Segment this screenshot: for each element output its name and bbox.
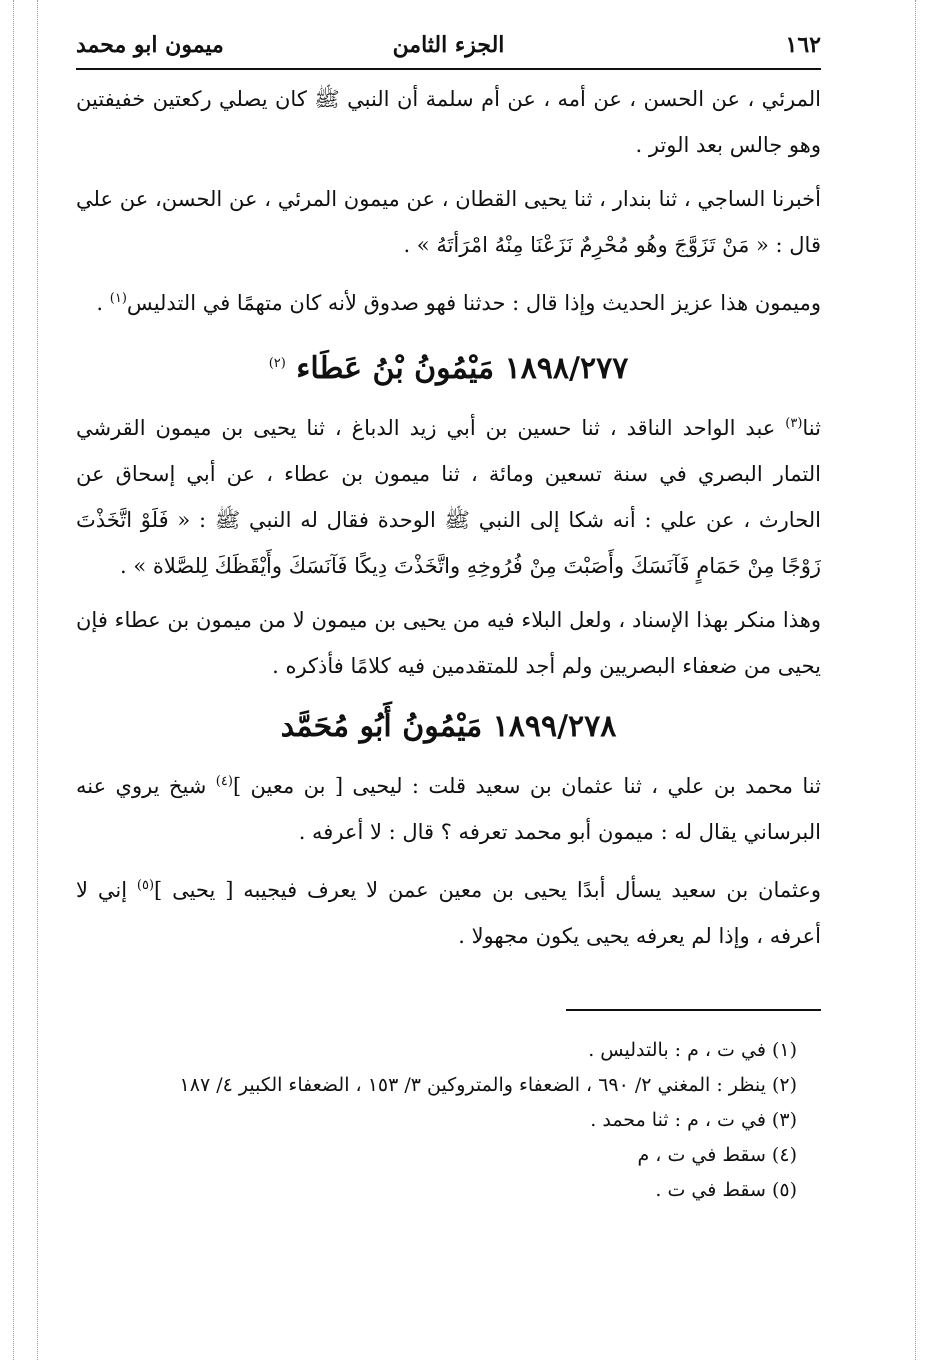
paragraph-6-text-b: شيخ يروي عنه البرساني يقال له : ميمون أبو محمد تعرفه ؟ قال : لا أعرفه .: [76, 774, 821, 844]
paragraph-6-text-a: ثنا محمد بن علي ، ثنا عثمان بن سعيد قلت : ليحيى [ بن معين ]: [232, 774, 821, 798]
paragraph-4-text: عبد الواحد الناقد ، ثنا حسين بن أبي زيد الدباغ ، ثنا يحيى بن ميمون القرشي التمار البصري في سنة تسعين ومائة ، ثنا ميمون بن عطاء ، عن أبي إسحاق عن الحارث ، عن علي : أنه شكا إلى النبي ﷺ الوحدة فقال له النبي ﷺ : « فَلَوْ اتَّخَذْتَ زَوْجًا مِنْ حَمَامٍ فَآنَسَكَ وأَصَبْتَ مِنْ فُرُوخِهِ واتَّخَذْتَ دِيكًا فَآنَسَكَ وأَيْقَظَكَ لِلصَّلاة » .: [76, 416, 821, 578]
footnotes-list: [76, 1033, 821, 1208]
part-title: الجزء الثامن: [392, 32, 505, 58]
entry-heading-1899: ١٨٩٩/٢٧٨ مَيْمُونُ أَبُو مُحَمَّد: [280, 709, 617, 744]
paragraph-3-text: وميمون هذا عزيز الحديث وإذا قال : حدثنا فهو صدوق لأنه كان متهمًا في التدليس: [126, 291, 821, 315]
footnote-4: (٤) سقط في ت ، م: [637, 1144, 797, 1166]
paragraph-4: [76, 401, 821, 589]
paragraph-7-text-b: إني لا أعرفه ، وإذا لم يعرفه يحيى يكون مجهولا .: [76, 878, 821, 948]
paragraph-3-end: .: [96, 291, 110, 315]
footnote-ref-5: (٥): [136, 878, 155, 893]
scan-margin-dots-left-inner: [37, 0, 38, 1360]
footnote-5: (٥) سقط في ت .: [655, 1179, 797, 1201]
paragraph-1: المرئي ، عن الحسن ، عن أمه ، عن أم سلمة أن النبي ﷺ كان يصلي ركعتين خفيفتين وهو جالس بعد الوتر .: [76, 87, 821, 157]
footnote-3: (٣) في ت ، م : ثنا محمد .: [590, 1109, 797, 1131]
paragraph-6: [76, 759, 821, 855]
paragraph-4-start: ثنا: [802, 416, 821, 440]
footnote-separator: [566, 1009, 821, 1011]
page-number: ١٦٢: [785, 32, 821, 58]
page-header: [76, 28, 821, 70]
paragraph-7-text-a: وعثمان بن سعيد يسأل أبدًا يحيى بن معين عمن لا يعرف فيجيبه [ يحيى ]: [154, 878, 821, 902]
scan-margin-dots-left: [13, 0, 14, 1360]
running-title: ميمون ابو محمد: [76, 32, 224, 58]
book-page: [76, 28, 821, 1208]
paragraph-2: أخبرنا الساجي ، ثنا بندار ، ثنا يحيى القطان ، عن ميمون المرئي ، عن الحسن، عن علي قال : « مَنْ تَزَوَّجَ وهُو مُحْرِمٌ نَزَعْنَا مِنْهُ امْرَأتَهُ » .: [76, 187, 821, 257]
paragraph-3: [76, 276, 821, 326]
entry-heading-1898: [76, 334, 821, 399]
paragraph-5: وهذا منكر بهذا الإسناد ، ولعل البلاء فيه من يحيى بن ميمون لا من ميمون بن عطاء فإن يحيى من ضعفاء البصريين ولم أجد للمتقدمين فيه كلامًا فأذكره .: [76, 608, 821, 678]
footnote-ref-3: (٣): [785, 416, 803, 431]
paragraph-7: [76, 863, 821, 959]
footnote-ref-1: (١): [109, 291, 127, 306]
footnote-1: (١) في ت ، م : بالتدليس .: [588, 1039, 797, 1061]
footnote-ref-2: (٢): [268, 356, 286, 371]
footnote-ref-4: (٤): [215, 774, 233, 789]
entry-heading-1898-text: ١٨٩٨/٢٧٧ مَيْمُونُ بْنُ عَطَاء: [296, 351, 629, 386]
footnote-2: (٢) ينظر : المغني ٢/ ٦٩٠ ، الضعفاء والمتروكين ٣/ ١٥٣ ، الضعفاء الكبير ٤/ ١٨٧: [179, 1074, 797, 1096]
scan-margin-dots-right: [915, 0, 916, 1360]
